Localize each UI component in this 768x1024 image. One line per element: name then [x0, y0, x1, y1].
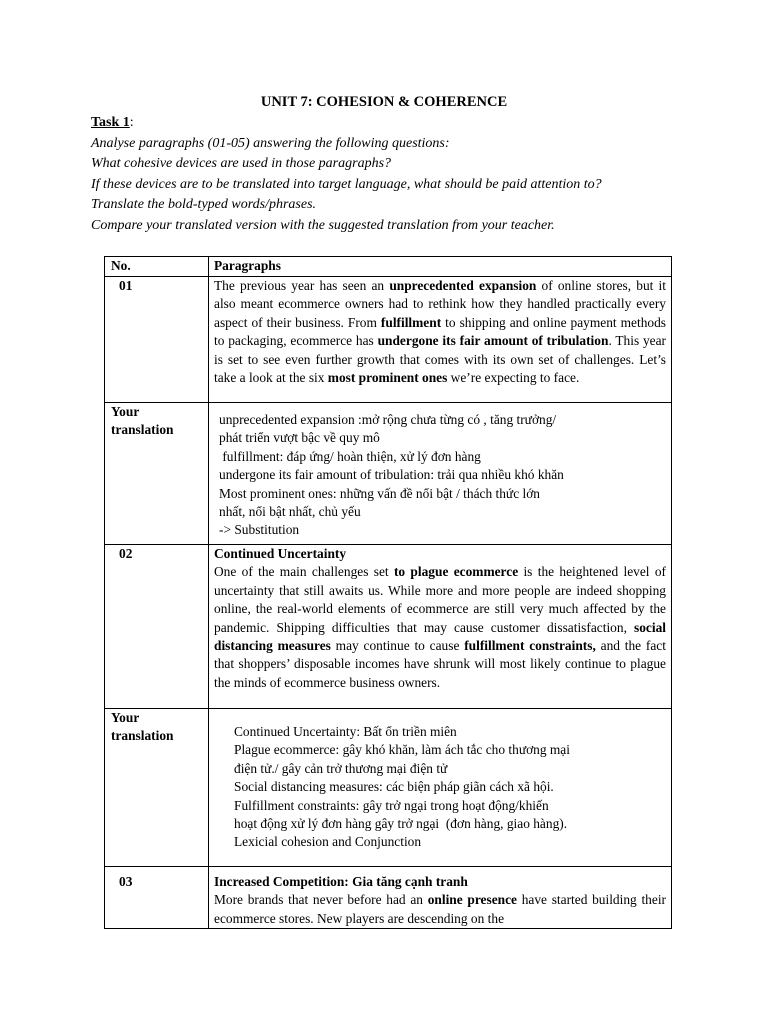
- paragraph-cell: The previous year has seen an unprecedented expansion of online stores, but it also meant ecommerce owners had to rethink how they handled practically every aspect of their business. From fulfillment to shipping and online payment methods to packaging, ecommerce has undergone its fair amount of tribulation. This year is set to see even further growth that comes with its own set of challenges. Let’s take a look at the six most prominent ones we’re expecting to face.: [209, 277, 672, 403]
- instruction-line: Translate the bold-typed words/phrases.: [91, 197, 317, 212]
- task-heading: Task 1:: [91, 115, 134, 130]
- header-no: No.: [105, 257, 209, 277]
- translation-cell: Continued Uncertainty: Bất ổn triền miên Plague ecommerce: gây khó khăn, làm ách tắc cho thương mại điện tử./ gây cản trở thương mại điện tử Social distancing measures: các biện pháp giãn cách xã hội. Fulfillment constraints: gây trở ngại trong hoạt động/khiến hoạt động xử lý đơn hàng gây trở ngại (đơn hàng, giao hàng). Lexicial cohesion and Conjunction: [209, 709, 672, 867]
- task-instructions: [91, 113, 721, 236]
- row-number: 03: [105, 867, 209, 929]
- translation-label: Your translation: [105, 709, 209, 867]
- table-row: [105, 545, 672, 709]
- translation-row: [105, 709, 672, 867]
- translation-row: [105, 403, 672, 545]
- instruction-line: Analyse paragraphs (01-05) answering the following questions:: [91, 135, 450, 151]
- table-header-row: [105, 257, 672, 277]
- paragraphs-table: [104, 256, 672, 929]
- row-number: 01: [105, 277, 209, 403]
- instruction-line: Compare your translated version with the suggested translation from your teacher.: [91, 217, 555, 233]
- task-label: Task 1: [91, 115, 130, 130]
- paragraph-heading: Continued Uncertainty: [214, 546, 347, 561]
- instruction-line: If these devices are to be translated into target language, what should be paid attention to?: [91, 176, 602, 192]
- translation-cell: unprecedented expansion :mở rộng chưa từng có , tăng trưởng/ phát triển vượt bậc về quy mô fulfillment: đáp ứng/ hoàn thiện, xử lý đơn hàng undergone its fair amount of tribulation: trải qua nhiều khó khăn Most prominent ones: những vấn đề nổi bật / thách thức lớn nhất, nổi bật nhất, chủ yếu -> Substitution: [209, 403, 672, 545]
- page-title: UNIT 7: COHESION & COHERENCE: [260, 94, 508, 110]
- instruction-line: What cohesive devices are used in those paragraphs?: [91, 156, 392, 171]
- paragraph-heading: Increased Competition: Gia tăng cạnh tranh: [214, 874, 468, 889]
- table-row: [105, 277, 672, 403]
- paragraph-cell: Increased Competition: Gia tăng cạnh tranh More brands that never before had an online presence have started building their ecommerce stores. New players are descending on the: [209, 867, 672, 929]
- table-row: [105, 867, 672, 929]
- header-paragraphs: Paragraphs: [209, 257, 672, 277]
- row-number: 02: [105, 545, 209, 709]
- translation-label: Your translation: [105, 403, 209, 545]
- paragraph-cell: Continued Uncertainty One of the main challenges set to plague ecommerce is the heightened level of uncertainty that still awaits us. While more and more people are indeed shopping online, the real-world elements of ecommerce are still very much affected by the pandemic. Shipping difficulties that may cause customer dissatisfaction, social distancing measures may continue to cause fulfillment constraints, and the fact that shoppers’ disposable incomes have shrunk will most likely continue to plague the minds of ecommerce business owners.: [209, 545, 672, 709]
